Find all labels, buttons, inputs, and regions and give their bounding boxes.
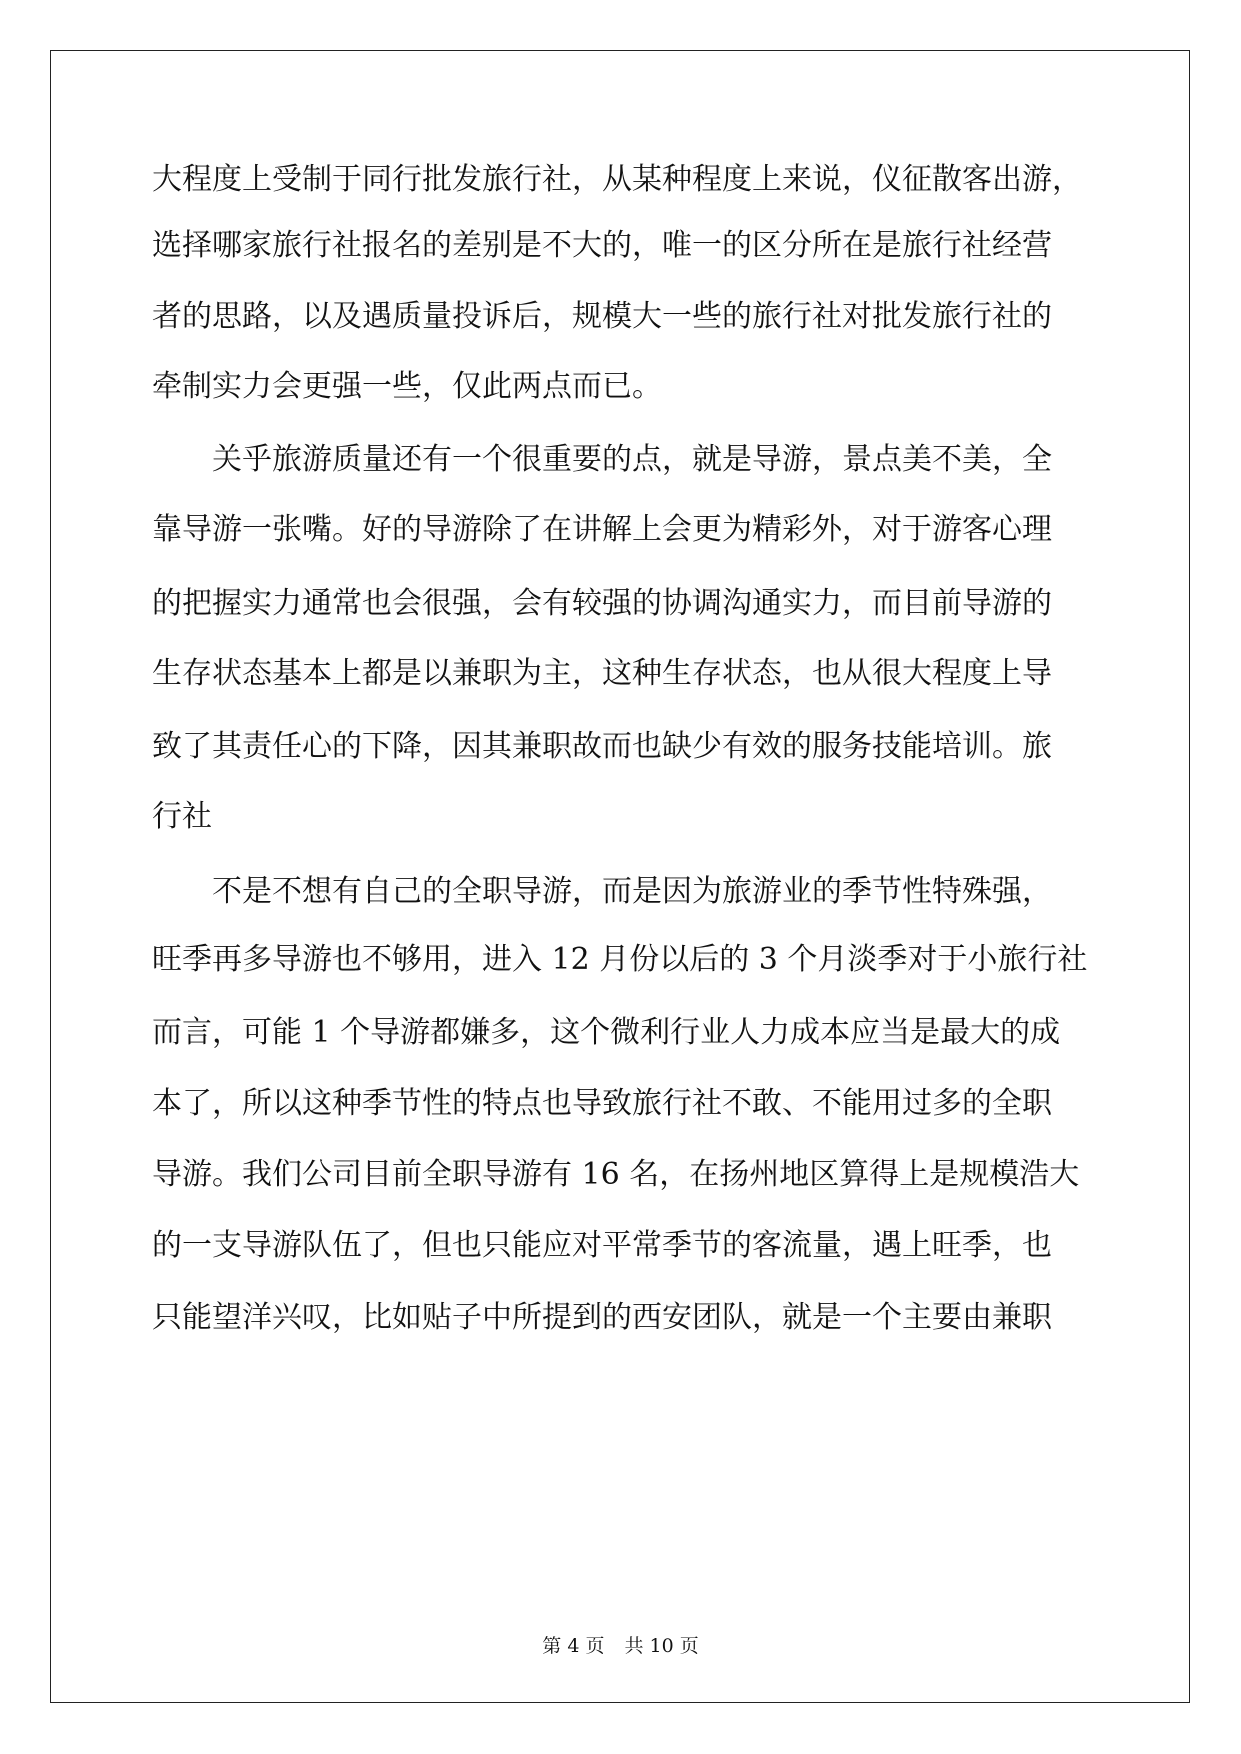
text-line: 致了其责任心的下降，因其兼职故而也缺少有效的服务技能培训。旅 bbox=[152, 729, 1052, 764]
page-total: 共 10 页 bbox=[624, 1635, 699, 1657]
text-line: 的一支导游队伍了，但也只能应对平常季节的客流量，遇上旺季，也 bbox=[152, 1228, 1052, 1263]
text-line: 旺季再多导游也不够用，进入 12 月份以后的 3 个月淡季对于小旅行社 bbox=[152, 942, 1088, 977]
page-footer bbox=[0, 1633, 1241, 1659]
text-line: 牵制实力会更强一些，仅此两点而已。 bbox=[152, 369, 662, 404]
text-line: 关乎旅游质量还有一个很重要的点，就是导游，景点美不美，全 bbox=[152, 442, 1052, 477]
text-line: 的把握实力通常也会很强，会有较强的协调沟通实力，而目前导游的 bbox=[152, 586, 1052, 621]
text-line: 不是不想有自己的全职导游，而是因为旅游业的季节性特殊强， bbox=[152, 874, 1052, 909]
text-line: 而言，可能 1 个导游都嫌多，这个微利行业人力成本应当是最大的成 bbox=[152, 1015, 1061, 1050]
text-line: 只能望洋兴叹，比如贴子中所提到的西安团队，就是一个主要由兼职 bbox=[152, 1300, 1052, 1335]
text-line: 大程度上受制于同行批发旅行社，从某种程度上来说，仪征散客出游， bbox=[152, 162, 1082, 197]
page-number: 第 4 页 bbox=[542, 1635, 605, 1657]
text-line: 靠导游一张嘴。好的导游除了在讲解上会更为精彩外，对于游客心理 bbox=[152, 512, 1052, 547]
text-line: 导游。我们公司目前全职导游有 16 名，在扬州地区算得上是规模浩大 bbox=[152, 1157, 1080, 1192]
text-line: 行社 bbox=[152, 799, 212, 834]
text-line: 选择哪家旅行社报名的差别是不大的，唯一的区分所在是旅行社经营 bbox=[152, 228, 1052, 263]
text-line: 者的思路，以及遇质量投诉后，规模大一些的旅行社对批发旅行社的 bbox=[152, 299, 1052, 334]
text-line: 生存状态基本上都是以兼职为主，这种生存状态，也从很大程度上导 bbox=[152, 656, 1052, 691]
text-line: 本了，所以这种季节性的特点也导致旅行社不敢、不能用过多的全职 bbox=[152, 1086, 1052, 1121]
